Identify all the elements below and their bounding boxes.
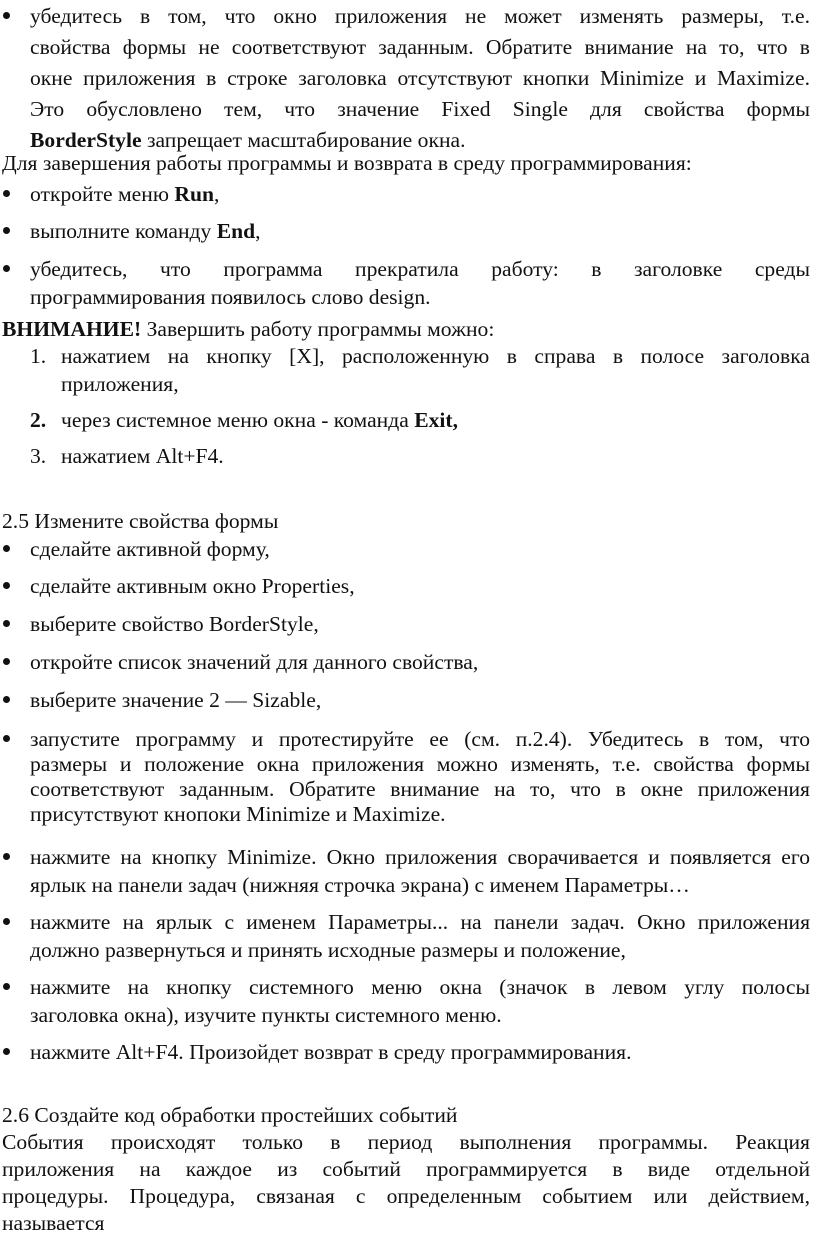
bullet-icon bbox=[1, 1046, 13, 1058]
bullet-icon bbox=[1, 694, 13, 706]
bullet-icon bbox=[1, 225, 13, 237]
bullet-icon bbox=[1, 981, 13, 993]
bullet-icon bbox=[1, 10, 13, 22]
bullet-icon bbox=[1, 263, 13, 275]
bullet-icon bbox=[1, 656, 13, 668]
bullet-icon bbox=[1, 618, 13, 630]
bullet-icon bbox=[1, 916, 13, 928]
bullet-icon bbox=[1, 188, 13, 200]
bullet-icon bbox=[1, 543, 13, 555]
bullet-icon bbox=[1, 580, 13, 592]
bullet-icon bbox=[1, 733, 13, 745]
bullet-icon bbox=[1, 851, 13, 863]
